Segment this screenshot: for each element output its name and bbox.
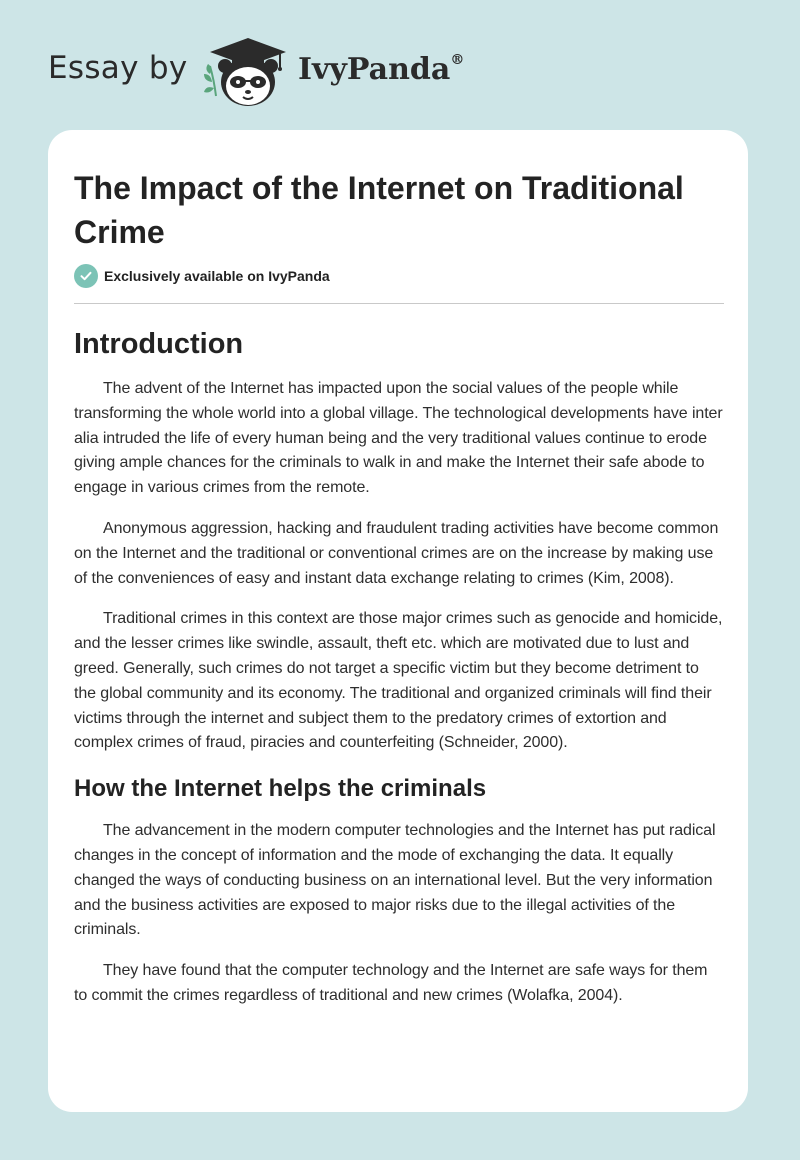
section-heading: How the Internet helps the criminals [74, 775, 487, 803]
section-heading: Introduction [74, 328, 244, 360]
paragraph: Traditional crimes in this context are those major crimes such as genocide and homicide, and the lesser crimes like swindle, assault, theft etc. which are motivated due to lust and greed. Generally, such crimes do not target a specific victim but they become detriment to the global community and its economy. The traditional and organized criminals will find their victims through the internet and subject them to the predatory crimes of extortion and complex crimes of fraud, piracies and counterfeiting (Schneider, 2000). [74, 610, 723, 752]
paragraph: They have found that the computer technology and the Internet are safe ways for them to commit the crimes regardless of traditional and new crimes (Wolafka, 2004). [74, 962, 708, 1004]
ivypanda-logo-icon[interactable] [200, 36, 296, 110]
paragraph: The advent of the Internet has impacted upon the social values of the people while transforming the whole world into a global village. The technological developments have inter alia intruded the life of every human being and the very traditional values continue to erode giving ample chances for the criminals to walk in and make the Internet their safe abode to engage in various crimes from the remote. [74, 380, 723, 497]
essay-by-label: Essay by [48, 50, 188, 86]
exclusive-badge [74, 264, 330, 288]
paragraph: Anonymous aggression, hacking and fraudulent trading activities have become common on the Internet and the traditional or conventional crimes are on the increase by making use of the conveniences of easy and instant data exchange relating to crimes (Kim, 2008). [74, 519, 719, 587]
essay-body [74, 324, 724, 1025]
registered-mark: ® [450, 52, 465, 68]
essay-card [48, 130, 748, 1112]
exclusive-badge-label: Exclusively available on IvyPanda [104, 268, 330, 284]
essay-title: The Impact of the Internet on Traditional Crime [74, 170, 684, 250]
divider [74, 303, 724, 304]
paragraph: The advancement in the modern computer technologies and the Internet has put radical changes in the concept of information and the mode of exchanging the data. It equally changed the ways of conducting business on an international level. But the very information and the business activities are exposed to major risks due to the illegal activities of the criminals. [74, 822, 716, 939]
brand-name-text: IvyPanda [298, 52, 451, 87]
site-header [0, 0, 800, 128]
brand-name[interactable] [298, 52, 464, 87]
check-circle-icon [74, 264, 98, 288]
